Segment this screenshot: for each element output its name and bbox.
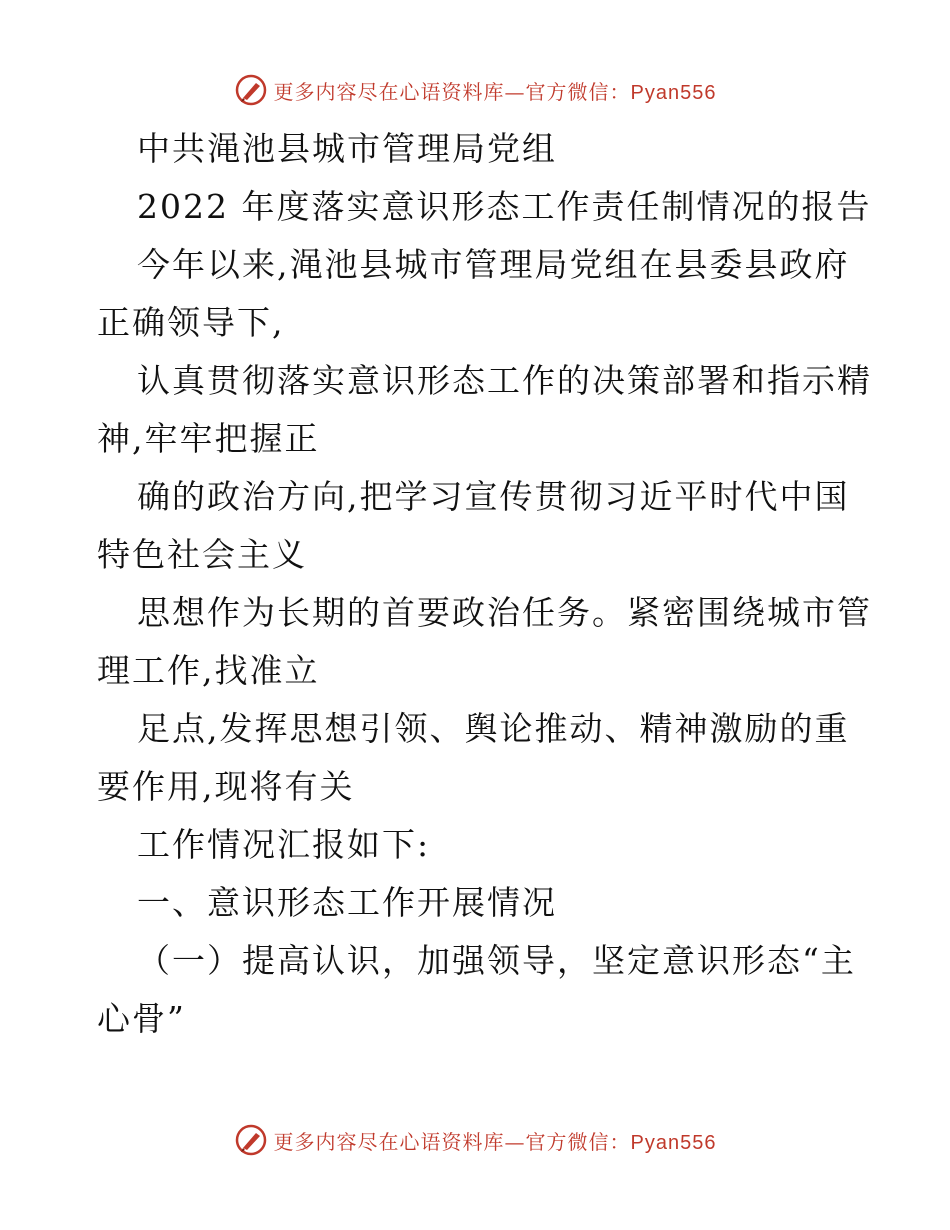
header-banner [0,70,950,110]
footer-banner [0,1120,950,1160]
banner-wechat-id: Pyan556 [630,81,717,104]
banner-wechat-label: 官方微信： [525,1129,631,1154]
doc-subsection-heading: （一）提高认识，加强领导，坚定意识形态“主 [137,941,856,980]
doc-paragraph-line: 今年以来,渑池县城市管理局党组在县委县政府 [137,245,850,284]
doc-paragraph-line: 要作用,现将有关 [97,767,355,806]
doc-paragraph-line: 足点,发挥思想引领、舆论推动、精神激励的重 [137,709,850,748]
doc-subsection-heading-cont: 心骨” [97,999,186,1038]
banner-slogan: 更多内容尽在心语资料库 [273,79,505,104]
doc-paragraph-line: 理工作,找准立 [97,651,320,690]
doc-title-report: 2022 年度落实意识形态工作责任制情况的报告 [137,187,872,226]
banner-wechat-id: Pyan556 [630,1131,717,1154]
doc-paragraph-line: 确的政治方向,把学习宣传贯彻习近平时代中国 [137,477,850,516]
doc-paragraph-line: 工作情况汇报如下: [137,825,431,864]
banner-wechat-label: 官方微信： [525,79,631,104]
doc-paragraph-line: 思想作为长期的首要政治任务。紧密围绕城市管 [137,593,872,632]
document-body [97,120,872,1048]
pen-logo-icon [234,73,268,107]
banner-dash: — [504,79,526,104]
pen-logo-icon [234,1123,268,1157]
doc-paragraph-line: 认真贯彻落实意识形态工作的决策部署和指示精 [137,361,872,400]
banner-slogan: 更多内容尽在心语资料库 [273,1129,505,1154]
doc-title-org: 中共渑池县城市管理局党组 [137,129,557,168]
doc-paragraph-line: 神,牢牢把握正 [97,419,320,458]
doc-section-heading: 一、意识形态工作开展情况 [137,883,557,922]
banner-text [274,1126,717,1155]
doc-paragraph-line: 特色社会主义 [97,535,307,574]
doc-paragraph-line: 正确领导下, [97,303,285,342]
banner-dash: — [504,1129,526,1154]
banner-text [274,76,717,105]
